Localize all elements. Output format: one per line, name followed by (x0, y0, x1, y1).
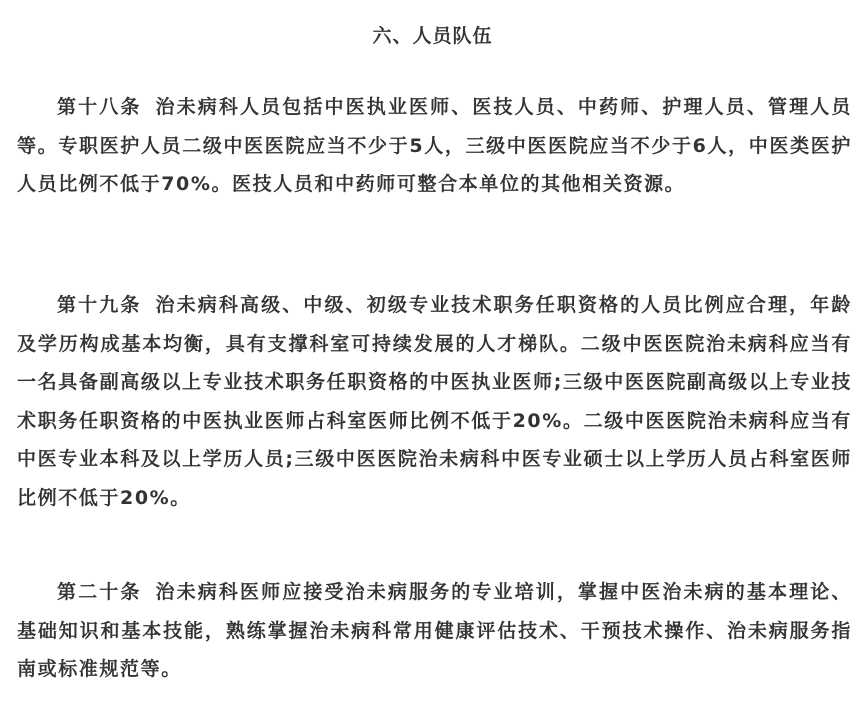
article-number: 第十八条 (57, 96, 142, 118)
article-text: 治未病科医师应接受治未病服务的专业培训，掌握中医治未病的基本理论、基础知识和基本技能，熟练掌握治未病科常用健康评估技术、干预技术操作、治未病服务指南或标准规范等。 (17, 581, 852, 680)
article-19 (17, 286, 852, 517)
article-text: 治未病科人员包括中医执业医师、医技人员、中药师、护理人员、管理人员等。专职医护人员二级中医医院应当不少于5人，三级中医医院应当不少于6人，中医类医护人员比例不低于70%。医技人员和中药师可整合本单位的其他相关资源。 (17, 96, 852, 195)
section-title: 六、人员队伍 (372, 25, 493, 47)
article-20 (17, 573, 852, 689)
article-text: 治未病科高级、中级、初级专业技术职务任职资格的人员比例应合理，年龄及学历构成基本均衡，具有支撑科室可持续发展的人才梯队。二级中医医院治未病科应当有一名具备副高级以上专业技术职务任职资格的中医执业医师;三级中医医院副高级以上专业技术职务任职资格的中医执业医师占科室医师比例不低于20%。二级中医医院治未病科应当有中医专业本科及以上学历人员;三级中医医院治未病科中医专业硕士以上学历人员占科室医师比例不低于20%。 (17, 294, 852, 509)
article-number: 第十九条 (57, 294, 142, 316)
article-number: 第二十条 (57, 581, 142, 603)
article-18 (17, 88, 852, 204)
